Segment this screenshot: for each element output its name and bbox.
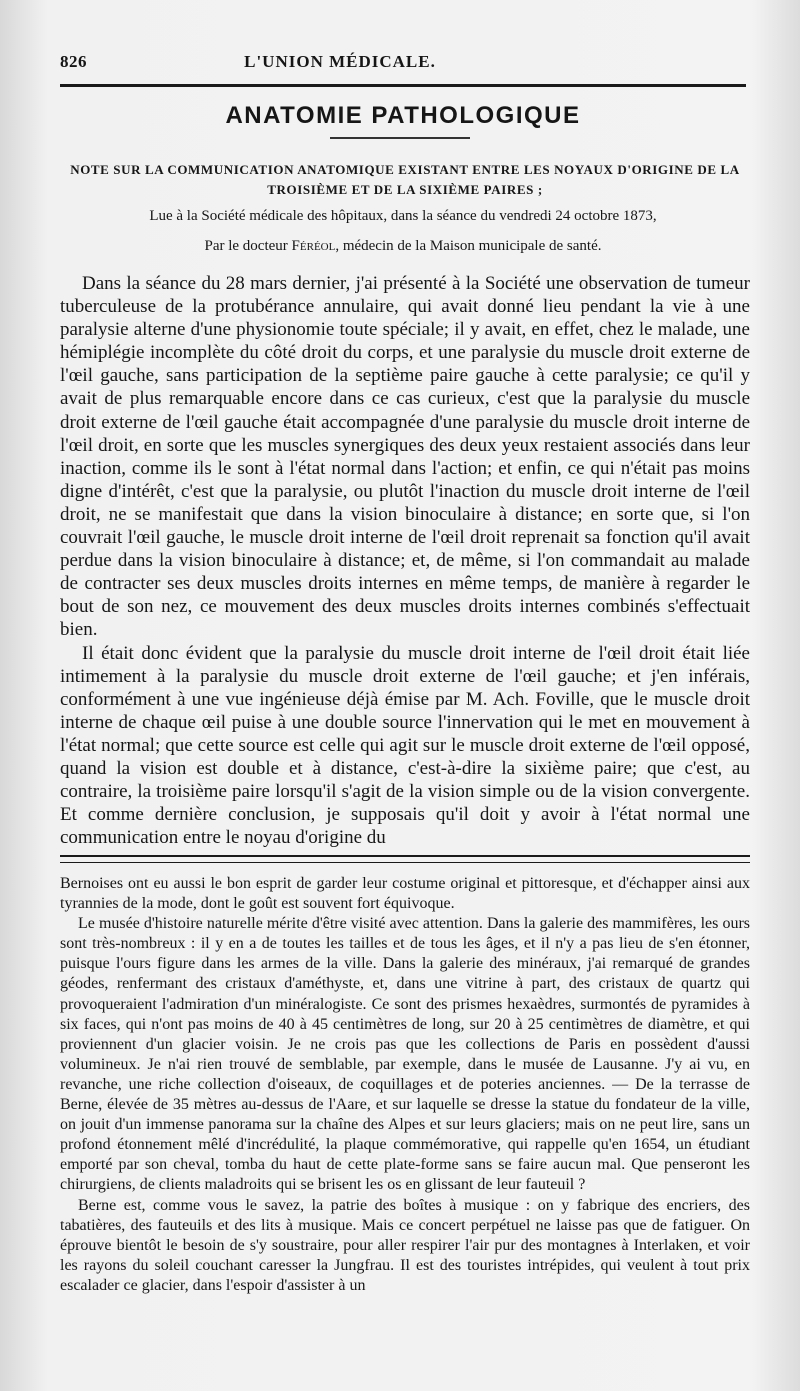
read-at-line: Lue à la Société médicale des hôpitaux, dans la séance du vendredi 24 octobre 1873,: [149, 208, 657, 224]
section-title: ANATOMIE PATHOLOGIQUE: [225, 102, 581, 129]
author-line: [60, 236, 746, 256]
page-header: [60, 52, 760, 76]
feuilleton-paragraph: Le musée d'histoire naturelle mérite d'être visité avec attention. Dans la galerie des mammifères, les ours sont très-nombreux : il y en a de toutes les tailles et de tous les âges, et il n'y a pas lieu de s'en étonner, puisque l'ours figure dans les armes de la ville. Dans la galerie des minéraux, j'ai remarqué de grandes géodes, renfermant des cristaux d'améthyste, et, dans une vitrine à part, des cristaux de quartz qui provoqueraient l'admiration d'un minéralogiste. Ce sont des prismes hexaèdres, surmontés de pyramides à six faces, qui n'ont pas moins de 40 à 45 centimètres de long, sur 20 à 25 centimètres de diamètre, et qui proviennent d'un glacier voisin. Je ne crois pas que les collections de Paris en possèdent d'aussi volumineux. Je n'ai rien trouvé de semblable, par exemple, dans le musée de Lausanne. J'y ai vu, en revanche, une riche collection d'oiseaux, de coquillages et de poteries anciennes. — De la terrasse de Berne, élevée de 35 mètres au-dessus de l'Aare, et sur laquelle se dresse la statue du fondateur de la ville, on jouit d'un immense panorama sur la chaîne des Alpes et sur leurs glaciers; mais on ne peut lire, sans un profond étonnement mêlé d'incrédulité, la plaque commémorative, qui rappelle qu'en 1654, un étudiant emporté par son cheval, tomba du haut de cette plate-forme sans se faire aucun mal. Que penseront les chirurgiens, de clients maladroits qui se brisent les os en glissant de leur fauteuil ?: [60, 915, 750, 1194]
feuilleton-body: [60, 874, 750, 1296]
author-prefix: Par le docteur: [204, 238, 288, 254]
author-name: Féréol: [291, 238, 336, 254]
page-number: 826: [60, 52, 87, 71]
author-suffix: , médecin de la Maison municipale de santé.: [335, 238, 602, 254]
header-rule: [60, 84, 746, 87]
running-title: L'UNION MÉDICALE.: [244, 52, 436, 71]
article-title: NOTE SUR LA COMMUNICATION ANATOMIQUE EXISTANT ENTRE LES NOYAUX D'ORIGINE DE LA TROISIÈME ET DE LA SIXIÈME PAIRES ;: [70, 162, 740, 197]
article-body: [60, 272, 750, 849]
body-paragraph: Dans la séance du 28 mars dernier, j'ai présenté à la Société une observation de tumeur tuberculeuse de la protubérance annulaire, qui avait donné lieu pendant la vie à une paralysie alterne d'une physionomie toute spéciale; il y avait, en effet, chez le malade, une hémiplégie incomplète du côté droit du corps, et une paralysie du muscle droit externe de l'œil gauche, sans participation de la septième paire gauche à cette paralysie; ce qu'il y avait de plus remarquable encore dans ce cas curieux, c'est que la paralysie du muscle droit externe de l'œil gauche était accompagnée d'une paralysie du muscle droit interne de l'œil droit, en sorte que les muscles synergiques des deux yeux restaient associés dans leur inaction, comme ils le sont à l'état normal dans l'action; et enfin, ce qui n'était pas moins digne d'intérêt, c'est que la paralysie, ou plutôt l'inaction du muscle droit interne de l'œil droit, ne se manifestait que dans la vision binoculaire à distance; en sorte que, si l'on couvrait l'œil gauche, le muscle droit interne de l'œil droit reprenait sa fonction qu'il avait perdue dans la vision binoculaire à distance; et, de même, si l'on commandait au malade de contracter ses deux muscles droits internes en même temps, de manière à regarder le bout de son nez, ce mouvement des deux muscles droits internes combinés s'effectuait bien.: [60, 273, 750, 641]
feuilleton-separator: [60, 855, 750, 863]
feuilleton-paragraph: Bernoises ont eu aussi le bon esprit de garder leur costume original et pittoresque, et d'échapper ainsi aux tyrannies de la mode, dont le goût est souvent fort équivoque.: [60, 875, 750, 913]
body-paragraph: Il était donc évident que la paralysie du muscle droit interne de l'œil droit était liée intimement à la paralysie du muscle droit externe de l'œil gauche; et j'en inférais, conformément à une vue ingénieuse déjà émise par M. Ach. Foville, que le muscle droit interne de chaque œil puise à une double source l'innervation qui le met en mouvement à l'état normal; que cette source est celle qui agit sur le muscle droit externe de l'œil opposé, quand la vision est double et à distance, c'est-à-dire la sixième paire; que c'est, au contraire, la troisième paire lorsqu'il s'agit de la vision simple ou de la vision convergente. Et comme dernière conclusion, je supposais qu'il doit y avoir à l'état normal une communication entre le noyau d'origine du: [60, 642, 750, 849]
feuilleton-paragraph: Berne est, comme vous le savez, la patrie des boîtes à musique : on y fabrique des encriers, des tabatières, des fauteuils et des lits à musique. Mais ce concert perpétuel ne laisse pas que de fatiguer. On éprouve bientôt le besoin de s'y soustraire, pour aller respirer l'air pur des montagnes à Interlaken, et voir les rayons du soleil couchant caresser la Jungfrau. Il est des touristes intrépides, qui veulent à tout prix escalader ce glacier, dans l'espoir d'assister à un: [60, 1196, 750, 1294]
section-divider: [330, 137, 470, 139]
